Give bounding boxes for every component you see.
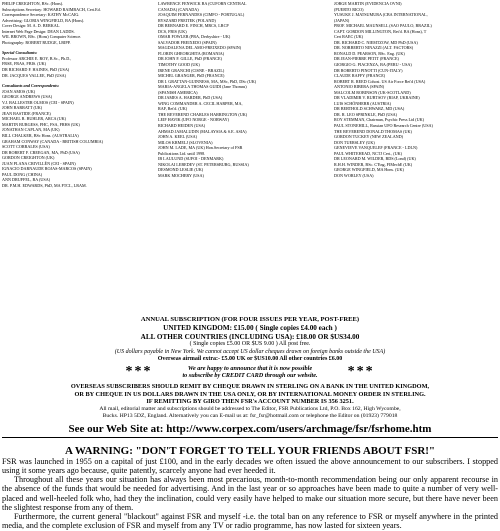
credit-line: Publications Ltd. until 1998. — [158, 150, 206, 156]
credits-column-left — [2, 1, 152, 312]
warning-body — [2, 457, 498, 531]
credit-line: DR JOHN F. GILLE, PhD (FRANCE) — [158, 56, 222, 62]
credits-column-right — [334, 1, 498, 312]
uk-rate: UNITED KINGDOM: £15.00 ( Single copies £4.00 each ) — [163, 324, 337, 332]
usd-note: (US dollars payable in New York. We cannot accept US dollar cheques drawn on foreign banks outside the USA) — [114, 348, 386, 355]
credit-line: Advertising: GLORIA WINGFIELD, BA (Hons). — [2, 17, 85, 23]
credit-line: CAPT. GORDON MILLINGTON, Ret'd. BA (Hons), T — [334, 28, 427, 34]
credit-line: DR JEAN-PIERRE PETIT (FRANCE) — [334, 56, 399, 62]
credit-line: DCS, FBIS (UK) — [158, 28, 187, 34]
credit-line: DR BERTHOLD SCHWARZ, MD (USA) — [334, 106, 405, 112]
credit-line: ROY STEMMAN, Chairman, Psychic Press Ltd (UK) — [334, 117, 425, 123]
credit-line: JOHN BARRATT (UK) — [2, 105, 43, 111]
credit-line: IRENE GRANCHI (CISNE - BRAZIL) — [158, 67, 225, 73]
subscription-header: ANNUAL SUBSCRIPTION (FOR FOUR ISSUES PER YEAR, POST-FREE) — [140, 316, 360, 323]
credit-line: TIMOTHY GOOD (UK) — [158, 62, 200, 68]
masthead-credits — [2, 0, 498, 312]
credit-line: Professor ARCHIE E. ROY, B.Sc., Ph.D., — [2, 55, 72, 61]
credit-line: DR JAMES A. HARDER, PhD (USA) — [158, 95, 223, 101]
credit-line: PAUL DONG (CHINA) — [2, 171, 43, 177]
credit-line: MALCOLM ROBINSON (UK-SCOTLAND) — [334, 89, 411, 95]
section-divider — [2, 437, 498, 438]
credit-line: MARK MOCHERY (USA) — [158, 172, 204, 178]
credit-line: MICHAEL R. BUHLER, ARCA (UK) — [2, 116, 67, 122]
credit-line: THE REVEREND CHARLES HARRINGTON (UK) — [158, 111, 248, 117]
credit-line: AHMAD JAMALUDIN (MALAYSIA & S.E. ASIA) — [158, 128, 247, 134]
credit-line: GENEVIEVE VANQUELEF (FRANCE - LDLN) — [334, 145, 418, 151]
overseas-line-3: IF REMITTING BY GIRO THEN FSR's ACCOUNT NUMBER IS 356 3251. — [146, 398, 354, 406]
credit-line: SCOTT CORRALES (USA) — [2, 144, 50, 150]
credit-line: PAUL STONEHILL, Russian UFO Research Centre (USA) — [334, 123, 433, 129]
credit-line: DR. NORBERTO NINAZZI (ALT. FACTORS) — [334, 45, 414, 51]
credit-line: CLAUDE RAFFY (FRANCE) — [334, 73, 386, 79]
other-countries-rate: ALL OTHER COUNTRIES (INCLUDING USA): £18.00 OR $US34.00 — [140, 332, 360, 341]
credit-line: GRAHAM CONWAY (CANADA - BRITISH COLUMBIA) — [2, 138, 104, 144]
credit-line: LUIS SCHÖNHERR (AUSTRIA) — [334, 100, 392, 106]
credit-line: DR ROBERT F. CREEGAN, MA, PhD (USA) — [2, 149, 80, 155]
credit-line: MAGDALENA DEL AMO-FREIXEDO (SPAIN) — [158, 45, 242, 51]
credit-line: BILL CHALKER, BSc Hons. (AUSTRALIA) — [2, 133, 79, 139]
credit-line: DR. JACQUES VALLEE, PhD (USA) — [2, 72, 67, 78]
credit-line: Special Consultants: — [2, 50, 38, 56]
credit-line: Photography: ROBERT RUDGE, LBIPP. — [2, 39, 71, 45]
credit-line: FLORIN GHEORGHITA (ROMANIA) — [158, 50, 225, 56]
credit-line: DR VLADIMIR V. RUBTSOV (RIAP, UKRAINE) — [334, 95, 420, 101]
credit-line: Cover Design: M. A. D. BERKAL. — [2, 23, 61, 29]
credit-card-announcement — [2, 365, 498, 379]
credit-line: JOAQUIM FERNANDES (CIMFO - PORTUGAL) — [158, 12, 245, 18]
credit-line: RONALD D. PEARSON, BSc. Eng. (UK) — [334, 50, 405, 56]
warning-title: A WARNING: "DON'T FORGET TO TELL YOUR FRIENDS ABOUT FSR!" — [64, 444, 436, 457]
credit-line: Consultants and Correspondents: — [2, 83, 60, 89]
credit-line: RAF, Ret'd. (UK) — [158, 106, 188, 112]
contact-line-2: Bucks. HP13 5DZ, England. Alternatively you can E-mail us at: fsr_fsr@hotmail.com or telephone the Editor on (01923) 779018 — [102, 412, 398, 419]
credit-line: LEIF HAVIK (UFO NORGE - NORWAY) — [158, 117, 229, 123]
credit-line: GIORGIO G. PIACENZA, BA (PERU - USA) — [334, 62, 412, 68]
contact-info — [2, 406, 498, 420]
credit-line: V.J. BALLESTER OLMOS (CEI - SPAIN) — [2, 99, 74, 105]
credit-line: DR. P.M.H. EDWARDS, PhD, MA FTCL, LRAM. — [2, 182, 87, 188]
credit-line: NIKOLAI LEBEDEV (ST. PETERSBURG, RUSSIA) — [158, 161, 249, 167]
contact-line-1: All mail, editorial matter and subscriptions should be addressed to The Editor, FSR Publications Ltd, P.O. Box 162, High Wycombe, — [99, 405, 401, 412]
credit-line: FRSE, FRAS, FBIS. (UK) — [2, 61, 46, 67]
credit-line: MILOS KRMELJ (SLOVENIA) — [158, 139, 213, 145]
credit-line: PHILIP CREIGHTON, BSc. (Hons). — [2, 1, 64, 6]
credit-card-line-1: We are happy to announce that it is now possible — [187, 364, 313, 372]
credit-line: JORGE MARTIN (EVIDENCIA OVNI) — [334, 1, 402, 6]
credit-line: OMAR FOWLER (PRA, Derbyshire - UK) — [158, 34, 231, 40]
credit-line: (SPANISH AMERICA) — [158, 89, 198, 95]
credit-line: DR BERNARD E. FINCH, MRCS, LRCP — [158, 23, 229, 29]
credit-line: JOAN AMOS (UK) — [2, 88, 36, 94]
credits-column-middle — [158, 1, 328, 312]
credit-line: MICHEL GRANGER, PhD (FRANCE) — [158, 73, 225, 79]
credit-line: JUAN PLANA CRIVILLÉN (CEI - SPAIN) — [2, 160, 76, 166]
credit-line: DESMOND LESLIE (UK) — [158, 167, 204, 173]
credit-line: SALVADOR FREIXEDO (SPAIN) — [158, 39, 217, 45]
credit-line: DR. R. LEO SPRINKLE, PhD (USA) — [334, 111, 398, 117]
credit-line: CANADA) (CANADA) — [158, 6, 199, 12]
website-link[interactable]: See our Web Site at: http://www.corpex.com/users/archmage/fsr/fsrhome.htm — [68, 422, 432, 435]
credit-line: GORDON TUCKEY (NEW ZEALAND) — [334, 134, 404, 140]
credit-line: GEORGE ANDREWS (USA) — [2, 94, 53, 100]
credit-card-text — [182, 365, 317, 379]
credit-line: JOHN A. KEEL (USA) — [158, 134, 197, 140]
credit-line: JONATHAN CAPLAN, MA (UK) — [2, 127, 60, 133]
warning-paragraph: FSR was launched in 1955 on a capital of just £100, and in the early decades we often issued the above announcement to our subscribers. I stopped using it some years ago because, quite patently, scarcely anyone had ever heeded it. — [2, 456, 498, 476]
credit-line: Subscriptions Secretary: HOWARD RAIMBACH, Cert.Ed. — [2, 6, 101, 12]
credit-line: R.H.H. WINDER, BSc. C'Eng, FIMechE (UK) — [334, 161, 413, 167]
overseas-line-2: OR BY CHEQUE IN US DOLLARS DRAWN IN THE USA ONLY, OR BY INTERNATIONAL MONEY ORDER IN STERLING. — [74, 390, 426, 398]
credit-line: WIL BROWN, BSc. (Hons) Computer Science. — [2, 34, 82, 40]
credit-line: MARIA-ANGELA THOMAS GUIDI (Jane Thomas) — [158, 84, 247, 90]
credit-line: DR RICHARD F. HAINES, PhD (USA) — [2, 67, 70, 73]
credit-line: DR ROBERTO PINOTTI (CUN-ITALY) — [334, 67, 403, 73]
credit-line: Internet Web Page Design: DEAN LADDS. — [2, 28, 75, 34]
airmail-rate: Overseas airmail extra:- £5.00 UK or $US10.00 All other countries £6.00 — [157, 356, 343, 363]
credit-line: MARTIN BURGESS, FHC, FSA, FRHS (UK) — [2, 121, 80, 127]
credit-line: DR I. GRATTAN-GUINNESS, MA, MSc, PhD, DSc (UK) — [158, 78, 257, 84]
credit-line: GEORGE WINGFIELD, MA Hons. (UK) — [334, 167, 404, 173]
single-copy-rate: ( Single copies £5.00 OR $US 9.00 ) All post free. — [189, 341, 311, 348]
stars-left: *** — [125, 363, 153, 379]
warning-paragraph: Furthermore, the current general "blackout" against FSR and myself -i.e. the total ban on any reference to FSR or myself anywhere in the printed media, and the complete exclusion of FSR and myself from any TV or radio programme, has now lasted for sixteen years. — [2, 512, 498, 531]
credit-line: RYSZARD FREITEK (POLAND) — [158, 17, 216, 23]
credit-line: WING COMMANDER A. CECIL HARPER, MA, — [158, 100, 243, 106]
credit-line: ROBERT R. REED Cohost. US Air Force Ret'd (USA) — [334, 78, 426, 84]
stars-right: *** — [347, 363, 375, 379]
warning-paragraph: Throughout all these years our situation has always been most precarious, month-to-month recommendation being our only apparent recourse in the absence of the funds that would be needed for advertising. And in the last year or so approaches have been made to quite a number of very well-placed and well-heeled folk who, had they the inclination, could very easily have helped to make our situation more secure, but there have never been the slightest response from any of them. — [2, 475, 498, 512]
credit-line: DR LEONARD M. WILDER, BDS (Lond) (UK) — [334, 156, 416, 162]
credit-line: DON WORLEY (USA) — [334, 172, 374, 178]
credit-line: DON TUERSLEY (UK) — [334, 139, 375, 145]
credit-line: PROF. MICHAEL MAUNSELL (SAO PAULO, BRAZIL) — [334, 23, 432, 29]
overseas-line-1: OVERSEAS SUBSCRIBERS SHOULD REMIT BY CHEQUE DRAWN IN STERLING ON A BANK IN THE UNITED KINGDOM, — [70, 383, 430, 391]
credit-line: THE REVEREND DONALD THOMAS (UK) — [334, 128, 412, 134]
credit-line: (JAPAN) — [334, 17, 350, 23]
credit-card-line-2: to subscribe by CREDIT CARD through our website. — [182, 371, 318, 379]
overseas-remittance — [2, 383, 498, 406]
credit-line: GORDON CREIGHTON (UK) — [2, 155, 55, 161]
credit-line: Cert RAEC (UK) — [334, 34, 363, 40]
credit-line: ANN DRUFFEL, BA (USA) — [2, 177, 51, 183]
credit-line: DR. RICHARD C. NIEMTZOW, MD PhD (USA) — [334, 39, 418, 45]
credit-line: ANTONIO RIBERA (SPAIN) — [334, 84, 385, 90]
credit-line: (PUERTO RICO) — [334, 6, 364, 12]
credit-line: JEAN BASTIDE (FRANCE) — [2, 110, 51, 116]
credit-line: RICHARD HEIDEN (USA) — [158, 123, 206, 129]
credit-line: IB LAULUND (SUFOI - DENMARK) — [158, 156, 224, 162]
credit-line: YUSUKE J. MATSUMURA (CBA INTERNATIONAL, — [334, 12, 428, 18]
credit-line: PAUL WHITEHEAD, NCTJ Cert., (UK) — [334, 150, 403, 156]
credit-line: JOHN M. LADE, MA (UK) Hon.Secretary of FSR — [158, 145, 243, 151]
credit-line: IGNACIO DARNAUDE ROJAS-MARCOS (SPAIN) — [2, 166, 92, 172]
subscription-section — [2, 316, 498, 435]
credit-line: Correspondence Secretary: KATHY McCAIG. — [2, 12, 80, 18]
credit-line: LAWRENCE FENWICK BA (CUFORN CENTRAL — [158, 1, 247, 6]
